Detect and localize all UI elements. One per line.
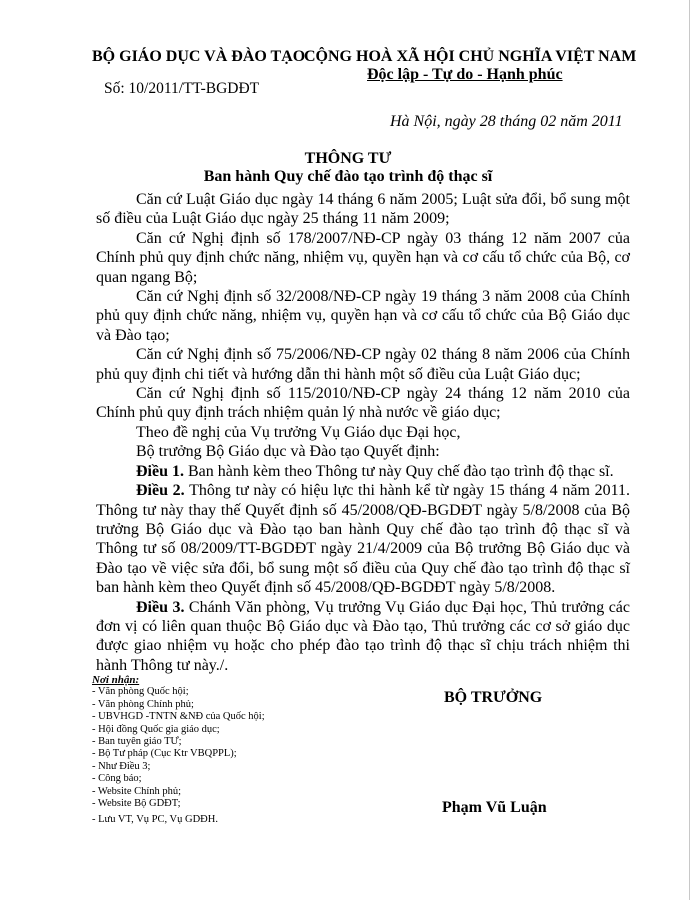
signer-title: BỘ TRƯỞNG — [444, 689, 543, 706]
article-1-text: Ban hành kèm theo Thông tư này Quy chế đào tạo trình độ thạc sĩ. — [184, 462, 614, 480]
article-1 — [96, 462, 630, 481]
recipient-item: - Như Điều 3; — [92, 760, 151, 772]
recipient-item: - Website Chính phủ; — [92, 785, 182, 797]
article-2-text: Thông tư này có hiệu lực thi hành kể từ ngày 15 tháng 4 năm 2011. Thông tư này thay thế Quyết định số 45/2008/QĐ-BGDĐT ngày 5/8/2008 của Bộ trưởng Bộ Giáo dục và Đào tạo ban hành Quy chế đào tạo trình độ thạc sĩ và Thông tư số 08/2009/TT-BGDĐT ngày 21/4/2009 của Bộ trưởng Bộ Giáo dục và Đào tạo về việc sửa đổi, bổ sung một số điều của Quy chế đào tạo trình độ thạc sĩ ban hành kèm theo Quyết định số 45/2008/QĐ-BGDĐT ngày 5/8/2008. — [96, 482, 630, 597]
recipient-item: - Lưu VT, Vụ PC, Vụ GDĐH. — [92, 814, 218, 826]
basis-paragraph-3: Căn cứ Nghị định số 32/2008/NĐ-CP ngày 19 tháng 3 năm 2008 của Chính phủ quy định chức năng, nhiệm vụ, quyền hạn và cơ cấu tổ chức của Bộ Giáo dục và Đào tạo; — [96, 288, 630, 344]
basis-paragraph-1: Căn cứ Luật Giáo dục ngày 14 tháng 6 năm 2005; Luật sửa đổi, bổ sung một số điều của Luật Giáo dục ngày 25 tháng 11 năm 2009; — [96, 191, 630, 228]
recipient-item: - Bộ Tư pháp (Cục Ktr VBQPPL); — [92, 748, 237, 760]
document-type: THÔNG TƯ — [304, 150, 392, 167]
recipient-item: - Công báo; — [92, 773, 142, 785]
article-2 — [96, 481, 630, 597]
article-3-text: Chánh Văn phòng, Vụ trưởng Vụ Giáo dục Đại học, Thủ trưởng các đơn vị có liên quan thuộc Bộ Giáo dục và Đào tạo, Thủ trưởng các cơ sở giáo dục được giao nhiệm vụ hoặc cho phép đào tạo trình độ thạc sĩ chịu trách nhiệm thi hành Thông tư này./. — [96, 598, 630, 674]
issue-date: Hà Nội, ngày 28 tháng 02 năm 2011 — [390, 113, 623, 130]
recipient-item: - Ban tuyên giáo TƯ; — [92, 736, 182, 748]
basis-paragraph-4: Căn cứ Nghị định số 75/2006/NĐ-CP ngày 02 tháng 8 năm 2006 của Chính phủ quy định chi tiết và hướng dẫn thi hành một số điều của Luật Giáo dục; — [96, 346, 630, 383]
document-number: Số: 10/2011/TT-BGDĐT — [104, 80, 260, 97]
recipient-item: - Website Bộ GDĐT; — [92, 798, 181, 810]
article-3 — [96, 598, 630, 676]
document-body — [96, 190, 630, 675]
recipient-item: - UBVHGD -TNTN &NĐ của Quốc hội; — [92, 711, 265, 723]
document-subject: Ban hành Quy chế đào tạo trình độ thạc sĩ — [203, 168, 493, 185]
country-name: CỘNG HOÀ XÃ HỘI CHỦ NGHĨA VIỆT NAM — [304, 48, 637, 65]
recipients-list — [92, 674, 265, 827]
national-motto: Độc lập - Tự do - Hạnh phúc — [367, 66, 563, 83]
page-edge — [689, 0, 690, 900]
decision-paragraph: Bộ trưởng Bộ Giáo dục và Đào tạo Quyết định: — [136, 443, 440, 461]
recipients-heading: Nơi nhận: — [92, 674, 140, 686]
article-3-label: Điều 3. — [136, 598, 185, 616]
basis-paragraph-2: Căn cứ Nghị định số 178/2007/NĐ-CP ngày 03 tháng 12 năm 2007 của Chính phủ quy định chức năng, nhiệm vụ, quyền hạn và cơ cấu tổ chức của Bộ, cơ quan ngang Bộ; — [96, 229, 630, 286]
recipient-item: - Văn phòng Chính phủ; — [92, 698, 194, 710]
signer-name: Phạm Vũ Luận — [442, 799, 547, 816]
article-2-label: Điều 2. — [136, 482, 185, 500]
recipient-item: - Hội đồng Quốc gia giáo dục; — [92, 723, 220, 735]
basis-paragraph-5: Căn cứ Nghị định số 115/2010/NĐ-CP ngày 24 tháng 12 năm 2010 của Chính phủ quy định trách nhiệm quản lý nhà nước về giáo dục; — [96, 385, 630, 422]
ministry-name: BỘ GIÁO DỤC VÀ ĐÀO TẠO — [92, 48, 306, 65]
article-1-label: Điều 1. — [136, 462, 184, 480]
proposal-paragraph: Theo đề nghị của Vụ trưởng Vụ Giáo dục Đại học, — [136, 423, 461, 441]
recipient-item: - Văn phòng Quốc hội; — [92, 686, 189, 698]
